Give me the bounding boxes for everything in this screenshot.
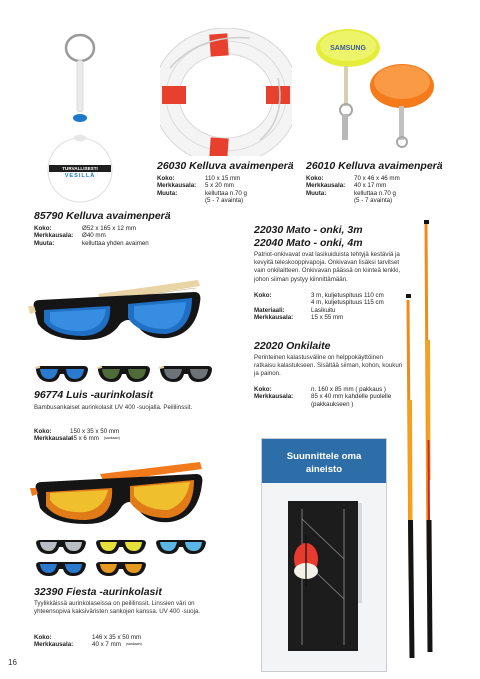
round-keychain-image [40,30,118,206]
samsung-logo: SAMSUNG [330,45,366,52]
package-headline-line2: aineisto [305,464,343,475]
spec-value: 3 m, kuljetuspituus 110 cm 4 m, kuljetuspituus 115 cm [311,292,384,307]
spec-value: 5 x 20 mm [205,182,234,190]
spec-list-96774 [34,428,194,443]
product-description-22020: Perinteinen kalastusväline on helppokäyttöinen ratkaisu kalastukseen. Sisältää siiman, kohon, koukun ja painon. [254,354,403,378]
spec-value: 110 x 15 mm [205,175,241,182]
spec-key: Koko: [34,225,52,232]
spec-value: 40 x 17 mm [354,182,387,190]
fiesta-variant-lightblue [154,538,208,563]
spec-value: 146 x 35 x 50 mm [92,634,142,641]
spec-value: 40 x 7 mm [92,641,121,649]
spec-value: Ø40 mm [82,232,106,240]
spec-note: (sankaan) [103,436,120,441]
product-title-22040: 22040 Mato - onki, 4m [254,237,363,249]
spec-key: Koko: [34,428,52,435]
spec-value: 45 x 6 mm [70,435,99,443]
spec-key: Koko: [254,386,272,393]
fishing-kit-package-image [261,438,387,672]
spec-list-32390 [34,634,204,649]
product-description-96774: Bambusankaiset aurinkolasit UV 400 -suojalla. Peililinssit. [34,404,193,411]
spec-key: Merkkausala: [254,314,294,322]
spec-value: 70 x 46 x 46 mm [354,175,400,182]
spec-key: Merkkausala: [34,641,74,649]
spec-key: Muuta: [157,189,178,197]
spec-value: 85 x 40 mm kahdelle puolelle (pakkaukseen ) [311,393,392,408]
spec-list-22030 [254,292,404,322]
fiesta-variant-blue [34,560,88,585]
package-headline-line1: Suunnittele oma [286,451,362,462]
spec-key: Merkkausala: [254,393,294,401]
lifebuoy-keyring-image [160,28,292,156]
spec-value: n. 160 x 85 mm ( pakkaus ) [311,386,386,393]
spec-key: Merkkausala: [34,435,74,443]
product-description-22030: Patriot-onkivavat ovat lasikuiduista tehtyjä kestäviä ja kevyitä teleskooppivapoja. Onkivavan lisäksi tarvitset vain onkilaitteen. Onkivavan päässä on kiinteä lenkki, johon siiman pystyy kiinnittämään. [254,251,401,283]
keychain-print-line1: TURVALLISESTI [49,165,111,172]
spec-list-26030 [157,175,297,205]
bamboo-sunglasses-main-image [28,278,208,362]
spec-list-26010 [306,175,456,205]
product-title-22020: 22020 Onkilaite [254,340,331,352]
spec-key: Merkkausala: [157,182,197,190]
product-title-26030: 26030 Kelluva avaimenperä [157,160,294,172]
keychain-print-line2: VESILLÄ [64,173,96,179]
foam-float-keyrings-image [306,24,446,154]
product-title-22030: 22030 Mato - onki, 3m [254,224,363,236]
product-title-96774: 96774 Luis -aurinkolasit [34,389,154,401]
spec-key: Muuta: [306,189,327,197]
sunglasses-variant-grey [158,364,214,391]
spec-list-85790 [34,225,194,247]
product-title-85790: 85790 Kelluva avaimenperä [34,210,171,222]
sunglasses-variant-green [96,364,152,391]
spec-list-22020 [254,386,414,408]
spec-value: Lasikuitu [311,306,336,314]
spec-note: (sankaan) [125,642,142,647]
page-number: 16 [8,658,17,667]
spec-key: Koko: [157,175,175,182]
spec-value: kelluttaa yhden avaimen [82,239,149,247]
spec-value: 150 x 35 x 50 mm [70,428,120,435]
product-title-26010: 26010 Kelluva avaimenperä [306,160,443,172]
product-description-32390: Tyylikkäissä aurinkolaseissa on peililinssit. Linssien väri on yhteensopiva kaksiväristen sankojen kanssa. UV 400 -suoja. [34,600,201,616]
spec-key: Muuta: [34,239,55,247]
sunglasses-variant-blue [34,364,90,391]
spec-value: kelluttaa n.70 g (5 - 7 avainta) [205,189,247,205]
spec-key: Koko: [306,175,324,182]
spec-key: Merkkausala: [306,182,346,190]
product-title-32390: 32390 Fiesta -aurinkolasit [34,586,162,598]
spec-key: Materiaali: [254,306,285,314]
spec-key: Koko: [254,292,272,299]
spec-value: Ø52 x 165 x 12 mm [82,225,136,232]
fiesta-sunglasses-main-image [30,460,210,544]
fiesta-variant-orange [94,560,148,585]
spec-key: Koko: [34,634,52,641]
spec-value: kelluttaa n.70 g (5 - 7 avainta) [354,189,396,205]
telescopic-rods-image [400,220,440,660]
spec-value: 15 x 55 mm [311,314,344,322]
spec-key: Merkkausala: [34,232,74,240]
